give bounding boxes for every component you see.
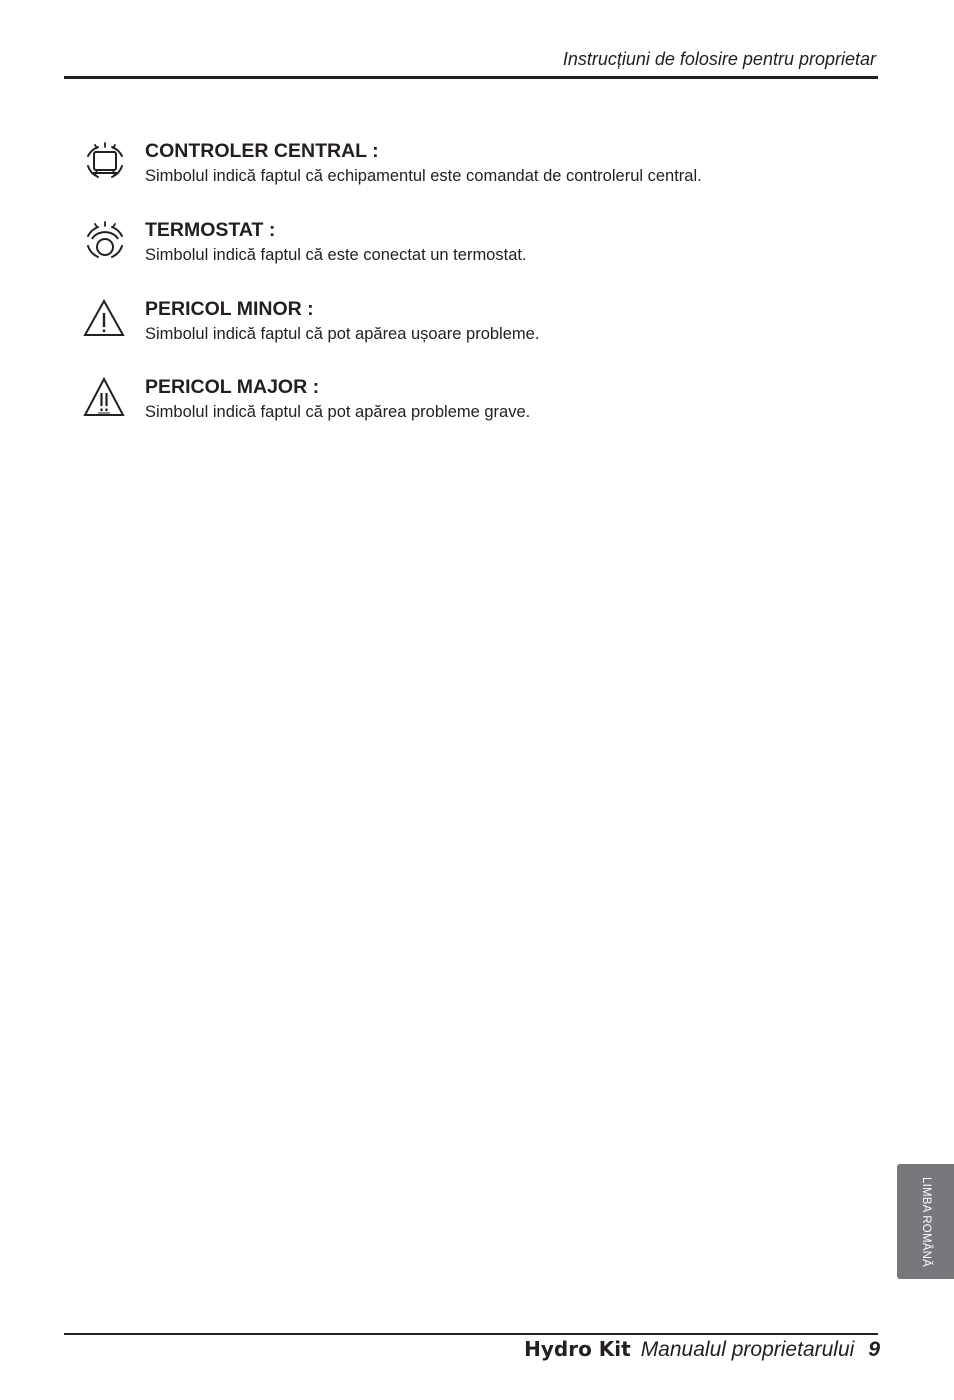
page-footer: [524, 1337, 880, 1362]
thermostat-icon: [78, 219, 132, 267]
symbol-title: PERICOL MAJOR :: [145, 376, 320, 398]
page-number: 9: [868, 1338, 880, 1361]
warning-triangle-icon: [78, 298, 132, 346]
header-divider: [64, 76, 878, 79]
symbol-description: Simbolul indică faptul că este conectat un termostat.: [145, 246, 527, 264]
symbol-title: TERMOSTAT :: [145, 219, 276, 241]
central-controller-icon: [78, 140, 132, 188]
symbol-item-minor-danger: [78, 298, 858, 358]
footer-divider: [64, 1333, 878, 1335]
page-header-title: Instrucțiuni de folosire pentru proprietar: [562, 49, 876, 69]
footer-product-name: Hydro Kit: [524, 1337, 631, 1361]
language-tab-label: LIMBA ROMÂNĂ: [919, 1176, 932, 1267]
symbol-description: Simbolul indică faptul că echipamentul este comandat de controlerul central.: [145, 167, 702, 185]
symbol-item-thermostat: [78, 219, 858, 279]
symbol-item-major-danger: [78, 376, 858, 436]
double-warning-triangle-icon: [78, 376, 132, 424]
symbol-description: Simbolul indică faptul că pot apărea probleme grave.: [145, 403, 531, 421]
language-tab[interactable]: [897, 1164, 954, 1279]
symbol-description: Simbolul indică faptul că pot apărea ușoare probleme.: [145, 325, 540, 343]
symbol-title: CONTROLER CENTRAL :: [145, 140, 379, 162]
symbol-title: PERICOL MINOR :: [145, 298, 314, 320]
symbol-item-central-controller: [78, 140, 858, 200]
footer-manual-title: Manualul proprietarului: [640, 1338, 855, 1361]
